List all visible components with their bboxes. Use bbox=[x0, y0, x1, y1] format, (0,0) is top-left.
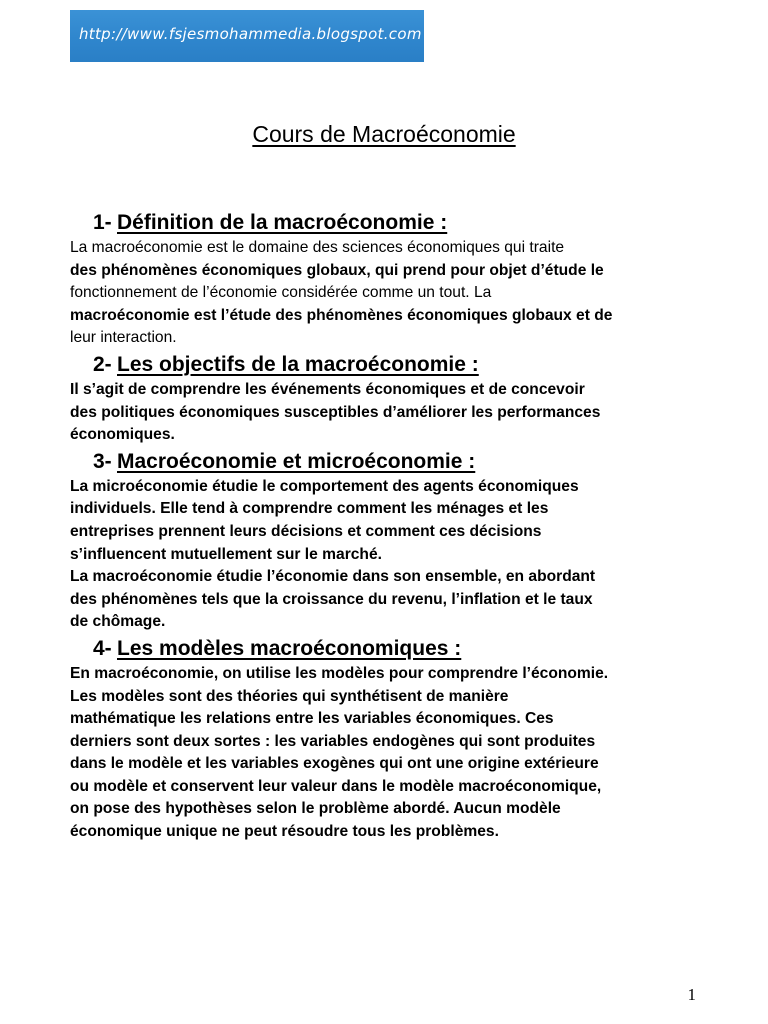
text-line: leur interaction. bbox=[70, 329, 177, 347]
text-line: des phénomènes tels que la croissance du revenu, l’inflation et le taux bbox=[70, 590, 593, 608]
section-title: Définition de la macroéconomie : bbox=[117, 211, 448, 234]
section-number: 4- bbox=[93, 636, 112, 660]
text-line: des politiques économiques susceptibles d’améliorer les performances bbox=[70, 403, 601, 421]
text-line: entreprises prennent leurs décisions et comment ces décisions bbox=[70, 522, 542, 540]
text-line: Les modèles sont des théories qui synthétisent de manière bbox=[70, 687, 509, 705]
section-4-heading bbox=[70, 635, 710, 663]
text-line: on pose des hypothèses selon le problème abordé. Aucun modèle bbox=[70, 800, 561, 818]
blog-url-banner bbox=[70, 10, 424, 62]
blog-url-text: http://www.fsjesmohammedia.blogspot.com bbox=[79, 25, 422, 43]
text-line: Il s’agit de comprendre les événements économiques et de concevoir bbox=[70, 380, 585, 398]
text-line: individuels. Elle tend à comprendre comment les ménages et les bbox=[70, 500, 549, 518]
text-line: La macroéconomie est le domaine des sciences économiques qui traite bbox=[70, 239, 565, 256]
section-2-heading bbox=[70, 351, 710, 379]
page-number: 1 bbox=[687, 985, 696, 1004]
text-line: mathématique les relations entre les variables économiques. Ces bbox=[70, 710, 554, 728]
text-line: En macroéconomie, on utilise les modèles pour comprendre l’économie. bbox=[70, 664, 609, 682]
section-number: 1- bbox=[93, 211, 112, 234]
text-line: macroéconomie est l’étude des phénomènes économiques globaux et de bbox=[70, 306, 613, 324]
section-title: Les objectifs de la macroéconomie : bbox=[117, 352, 479, 376]
text-line: dans le modèle et les variables exogènes qui ont une origine extérieure bbox=[70, 755, 599, 773]
text-line: des phénomènes économiques globaux, qui prend pour objet d’étude le bbox=[70, 261, 604, 279]
text-line: La microéconomie étudie le comportement des agents économiques bbox=[70, 477, 579, 495]
text-line: s’influencent mutuellement sur le marché. bbox=[70, 545, 382, 563]
text-line: fonctionnement de l’économie considérée comme un tout. La bbox=[70, 284, 492, 302]
section-title: Les modèles macroéconomiques : bbox=[117, 636, 462, 660]
text-line: ou modèle et conservent leur valeur dans le modèle macroéconomique, bbox=[70, 777, 602, 795]
document-body bbox=[70, 209, 710, 844]
text-line: économiques. bbox=[70, 426, 175, 444]
page-title: Cours de Macroéconomie bbox=[252, 121, 516, 147]
section-1-heading bbox=[70, 209, 710, 237]
section-4-paragraph bbox=[70, 663, 710, 844]
text-line: économique unique ne peut résoudre tous les problèmes. bbox=[70, 823, 499, 841]
text-line: La macroéconomie étudie l’économie dans son ensemble, en abordant bbox=[70, 568, 596, 586]
text-line: derniers sont deux sortes : les variables endogènes qui sont produites bbox=[70, 732, 596, 750]
section-1-paragraph bbox=[70, 237, 710, 350]
section-3-heading bbox=[70, 448, 710, 476]
section-3-paragraph bbox=[70, 476, 710, 634]
text-line: de chômage. bbox=[70, 613, 166, 631]
section-number: 3- bbox=[93, 449, 112, 473]
section-number: 2- bbox=[93, 352, 112, 376]
section-2-paragraph bbox=[70, 379, 710, 447]
section-title: Macroéconomie et microéconomie : bbox=[117, 449, 476, 473]
